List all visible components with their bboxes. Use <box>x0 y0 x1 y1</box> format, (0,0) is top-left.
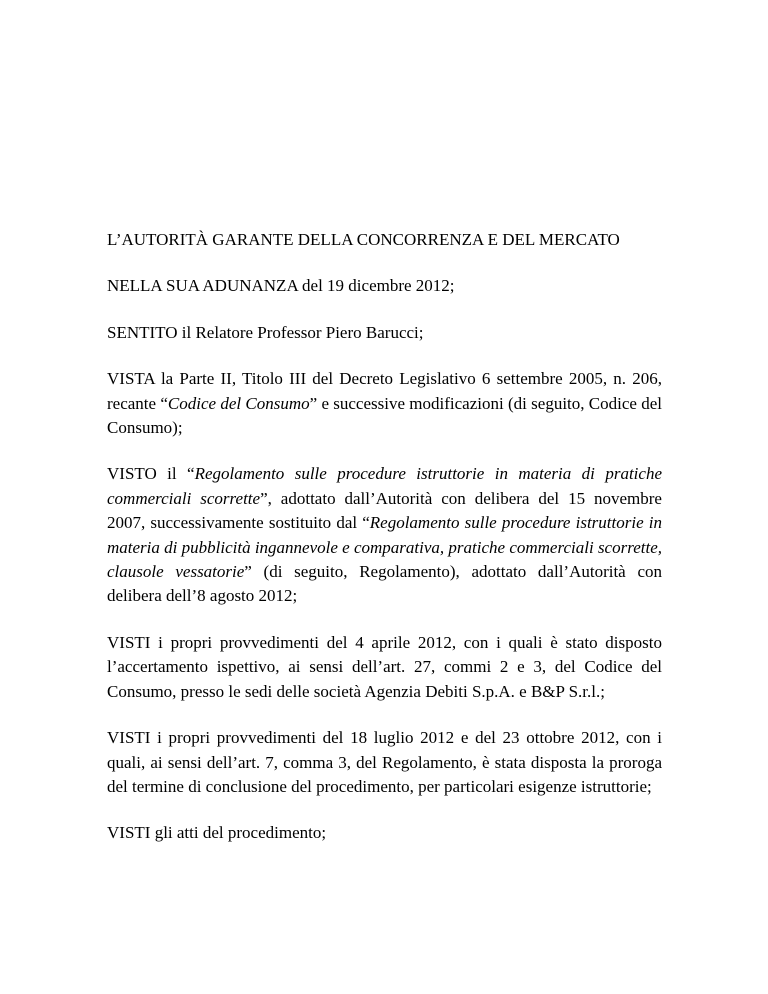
document-page <box>107 228 662 868</box>
paragraph-visti-3: VISTI gli atti del procedimento; <box>107 823 327 843</box>
paragraph-sentito: SENTITO il Relatore Professor Piero Barucci; <box>107 322 424 342</box>
paragraph-vista <box>107 367 662 440</box>
paragraph-visto <box>107 462 662 608</box>
paragraph-visti-1: VISTI i propri provvedimenti del 4 aprile 2012, con i quali è stato disposto l’accertamento ispettivo, ai sensi dell’art. 27, commi 2 e 3, del Codice del Consumo, presso le sedi delle società Agenzia Debiti S.p.A. e B&P S.r.l.; <box>107 632 662 701</box>
visto-italic-title-2: Regolamento sulle procedure istruttorie in materia di pubblicità ingannevole e comparativa, pratiche commerciali scorrette, clausole vessatorie <box>107 513 662 582</box>
document-heading: L’AUTORITÀ GARANTE DELLA CONCORRENZA E DEL MERCATO <box>107 230 620 249</box>
visto-italic-title-1: Regolamento sulle procedure istruttorie in materia di pratiche commerciali scorrette <box>107 464 662 508</box>
paragraph-adunanza: NELLA SUA ADUNANZA del 19 dicembre 2012; <box>107 276 455 296</box>
vista-text-2: ” e successive modificazioni (di seguito, Codice del Consumo); <box>107 393 663 438</box>
vista-text-1: VISTA la Parte II, Titolo III del Decreto Legislativo 6 settembre 2005, n. 206, recante “ <box>107 369 662 413</box>
vista-italic-title: Codice del Consumo <box>167 393 310 413</box>
paragraph-visti-2: VISTI i propri provvedimenti del 18 luglio 2012 e del 23 ottobre 2012, con i quali, ai sensi dell’art. 7, comma 3, del Regolamento, è stata disposta la proroga del termine di conclusione del procedimento, per particolari esigenze istruttorie; <box>107 728 662 796</box>
visto-text-2: ”, adottato dall’Autorità con delibera del 15 novembre 2007, successivamente sostituito dal “ <box>107 488 662 533</box>
visto-text-3: ” (di seguito, Regolamento), adottato dall’Autorità con delibera dell’8 agosto 2012; <box>107 562 662 606</box>
visto-text-1: VISTO il “ <box>107 464 195 484</box>
